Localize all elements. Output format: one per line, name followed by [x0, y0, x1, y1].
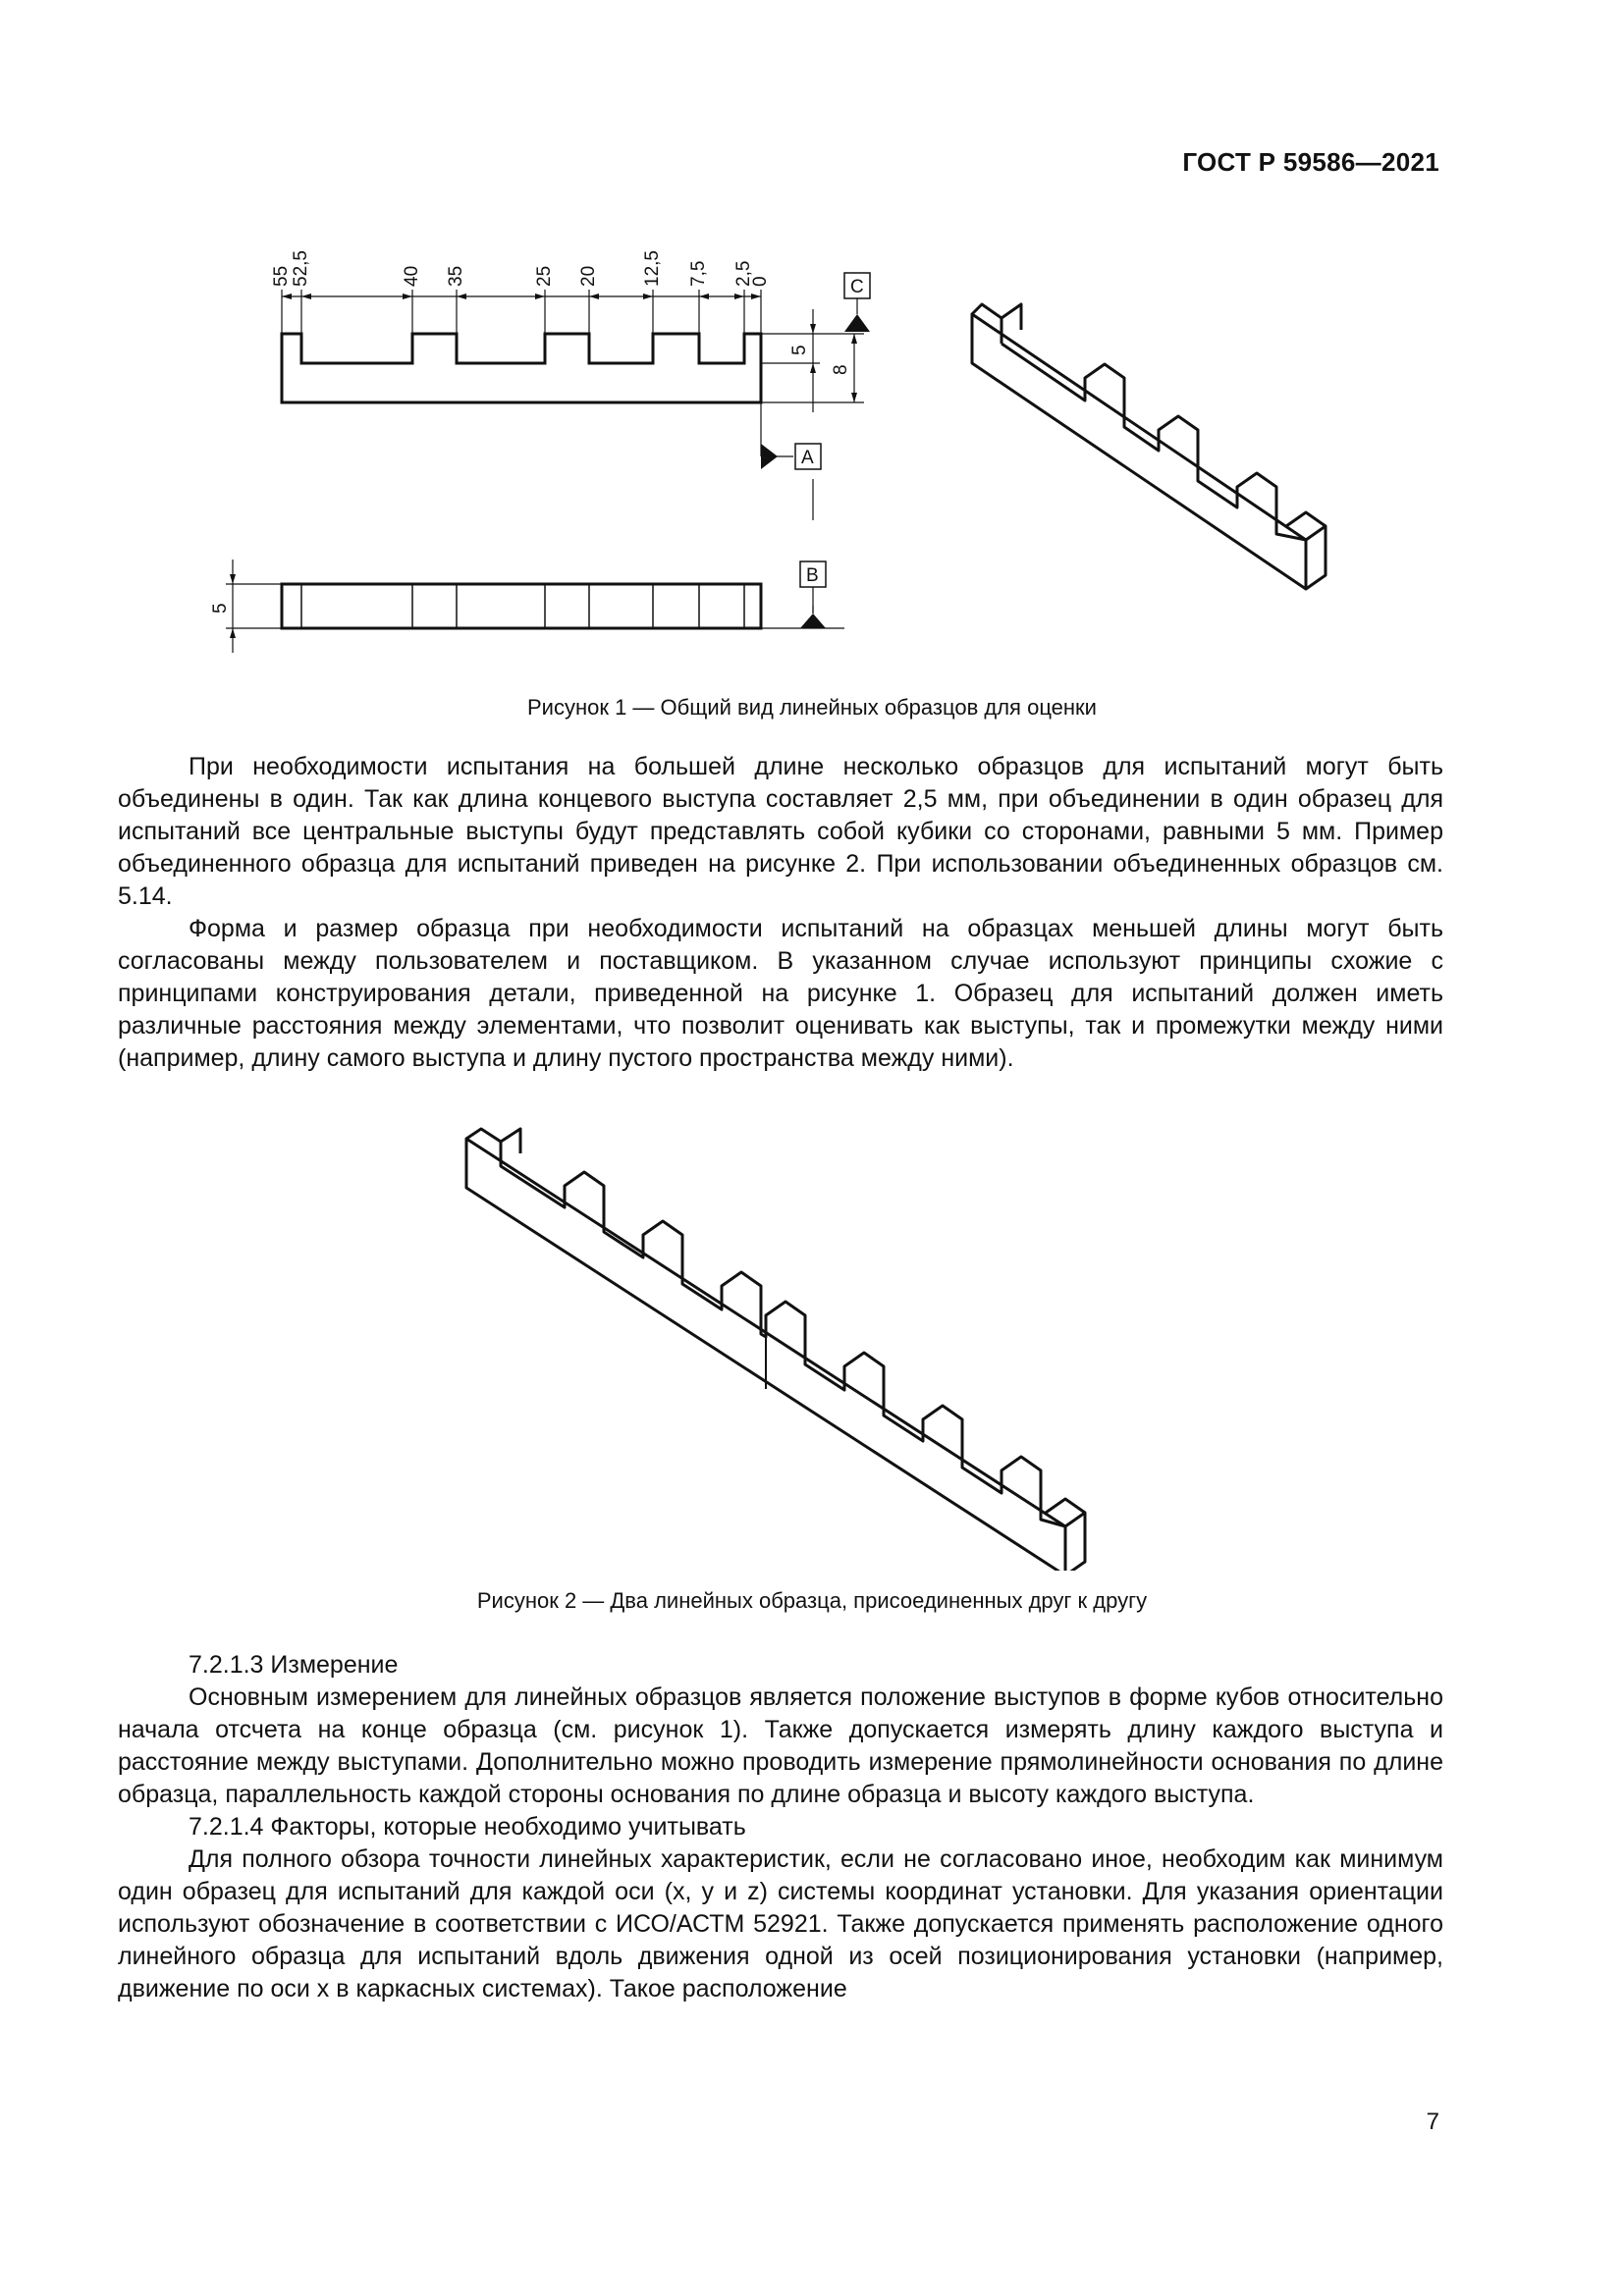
datum-b-label: B	[806, 565, 819, 586]
dim-label-height-8: 8	[831, 364, 851, 375]
section-heading-7-2-1-3: 7.2.1.3 Измерение	[189, 1651, 399, 1679]
section-heading-7-2-1-4: 7.2.1.4 Факторы, которые необходимо учитывать	[189, 1813, 746, 1841]
page-number: 7	[1426, 2109, 1439, 2135]
dim-label-25: 25	[534, 265, 555, 287]
dim-label-40: 40	[402, 265, 422, 287]
figure-2-caption: Рисунок 2 — Два линейных образца, присоединенных друг к другу	[476, 1588, 1148, 1613]
dim-label-20: 20	[578, 265, 599, 287]
document-header: ГОСТ Р 59586—2021	[1182, 147, 1439, 177]
datum-a-label: A	[801, 448, 814, 468]
datum-b-triangle	[800, 614, 826, 628]
dim-label-55: 55	[271, 265, 292, 287]
datum-c-triangle	[844, 314, 870, 332]
body-text-block-1	[118, 751, 1443, 1075]
front-view-profile	[282, 334, 761, 402]
paragraph-3: Основным измерением для линейных образцов является положение выступов в форме кубов относительно начала отсчета на конце образца (см. рисунок 1). Также допускается измерять длину каждого выступа и расстояние между выступами. Дополнительно можно проводить измерение прямолинейности основания по длине образца, параллельность каждой стороны основания по длине образца и высоту каждого выступа.	[118, 1683, 1443, 1808]
datum-a-triangle	[761, 444, 778, 469]
dim-label-2-5: 2,5	[733, 260, 754, 287]
side-view-profile	[282, 584, 761, 628]
figure-1-drawing	[196, 216, 1473, 687]
figure-2-drawing	[442, 1109, 1149, 1571]
dim-label-35: 35	[446, 265, 466, 287]
paragraph-2: Форма и размер образца при необходимости испытаний на образцах меньшей длины могут быть согласованы между пользователем и поставщиком. В указанном случае используют принципы схожие с принципами конструирования детали, приведенной на рисунке 1. Образец для испытаний должен иметь различные расстояния между элементами, что позволит оценивать как выступы, так и промежутки между ними (например, длину самого выступа и длину пустого пространства между ними).	[118, 915, 1443, 1072]
paragraph-1: При необходимости испытания на большей длине несколько образцов для испытаний могут быть объединены в один. Так как длина концевого выступа составляет 2,5 мм, при объединении в один образец для испытаний все центральные выступы будут представлять собой кубики со сторонами, равными 5 мм. Пример объединенного образца для испытаний приведен на рисунке 2. При использовании объединенных образцов см. 5.14.	[118, 753, 1443, 910]
dim-label-52-5: 52,5	[291, 250, 311, 287]
dim-label-12-5: 12,5	[642, 250, 663, 287]
body-text-block-2	[118, 1649, 1443, 2005]
dim-label-7-5: 7,5	[688, 260, 709, 287]
figure-1-caption: Рисунок 1 — Общий вид линейных образцов для оценки	[527, 695, 1097, 720]
dim-label-side-5: 5	[210, 603, 231, 614]
figure-1-isometric	[972, 304, 1326, 589]
datum-c-label: C	[850, 277, 864, 297]
dim-label-0: 0	[750, 276, 771, 287]
paragraph-4: Для полного обзора точности линейных характеристик, если не согласовано иное, необходим как минимум один образец для испытаний для каждой оси (x, y и z) системы координат установки. Для указания ориентации используют обозначение в соответствии с ИСО/АСТМ 52921. Также допускается применять расположение одного линейного образца для испытаний вдоль движения одной из осей позиционирования установки (например, движение по оси x в каркасных системах). Такое расположение	[118, 1845, 1443, 2002]
dim-label-height-5: 5	[789, 345, 810, 355]
